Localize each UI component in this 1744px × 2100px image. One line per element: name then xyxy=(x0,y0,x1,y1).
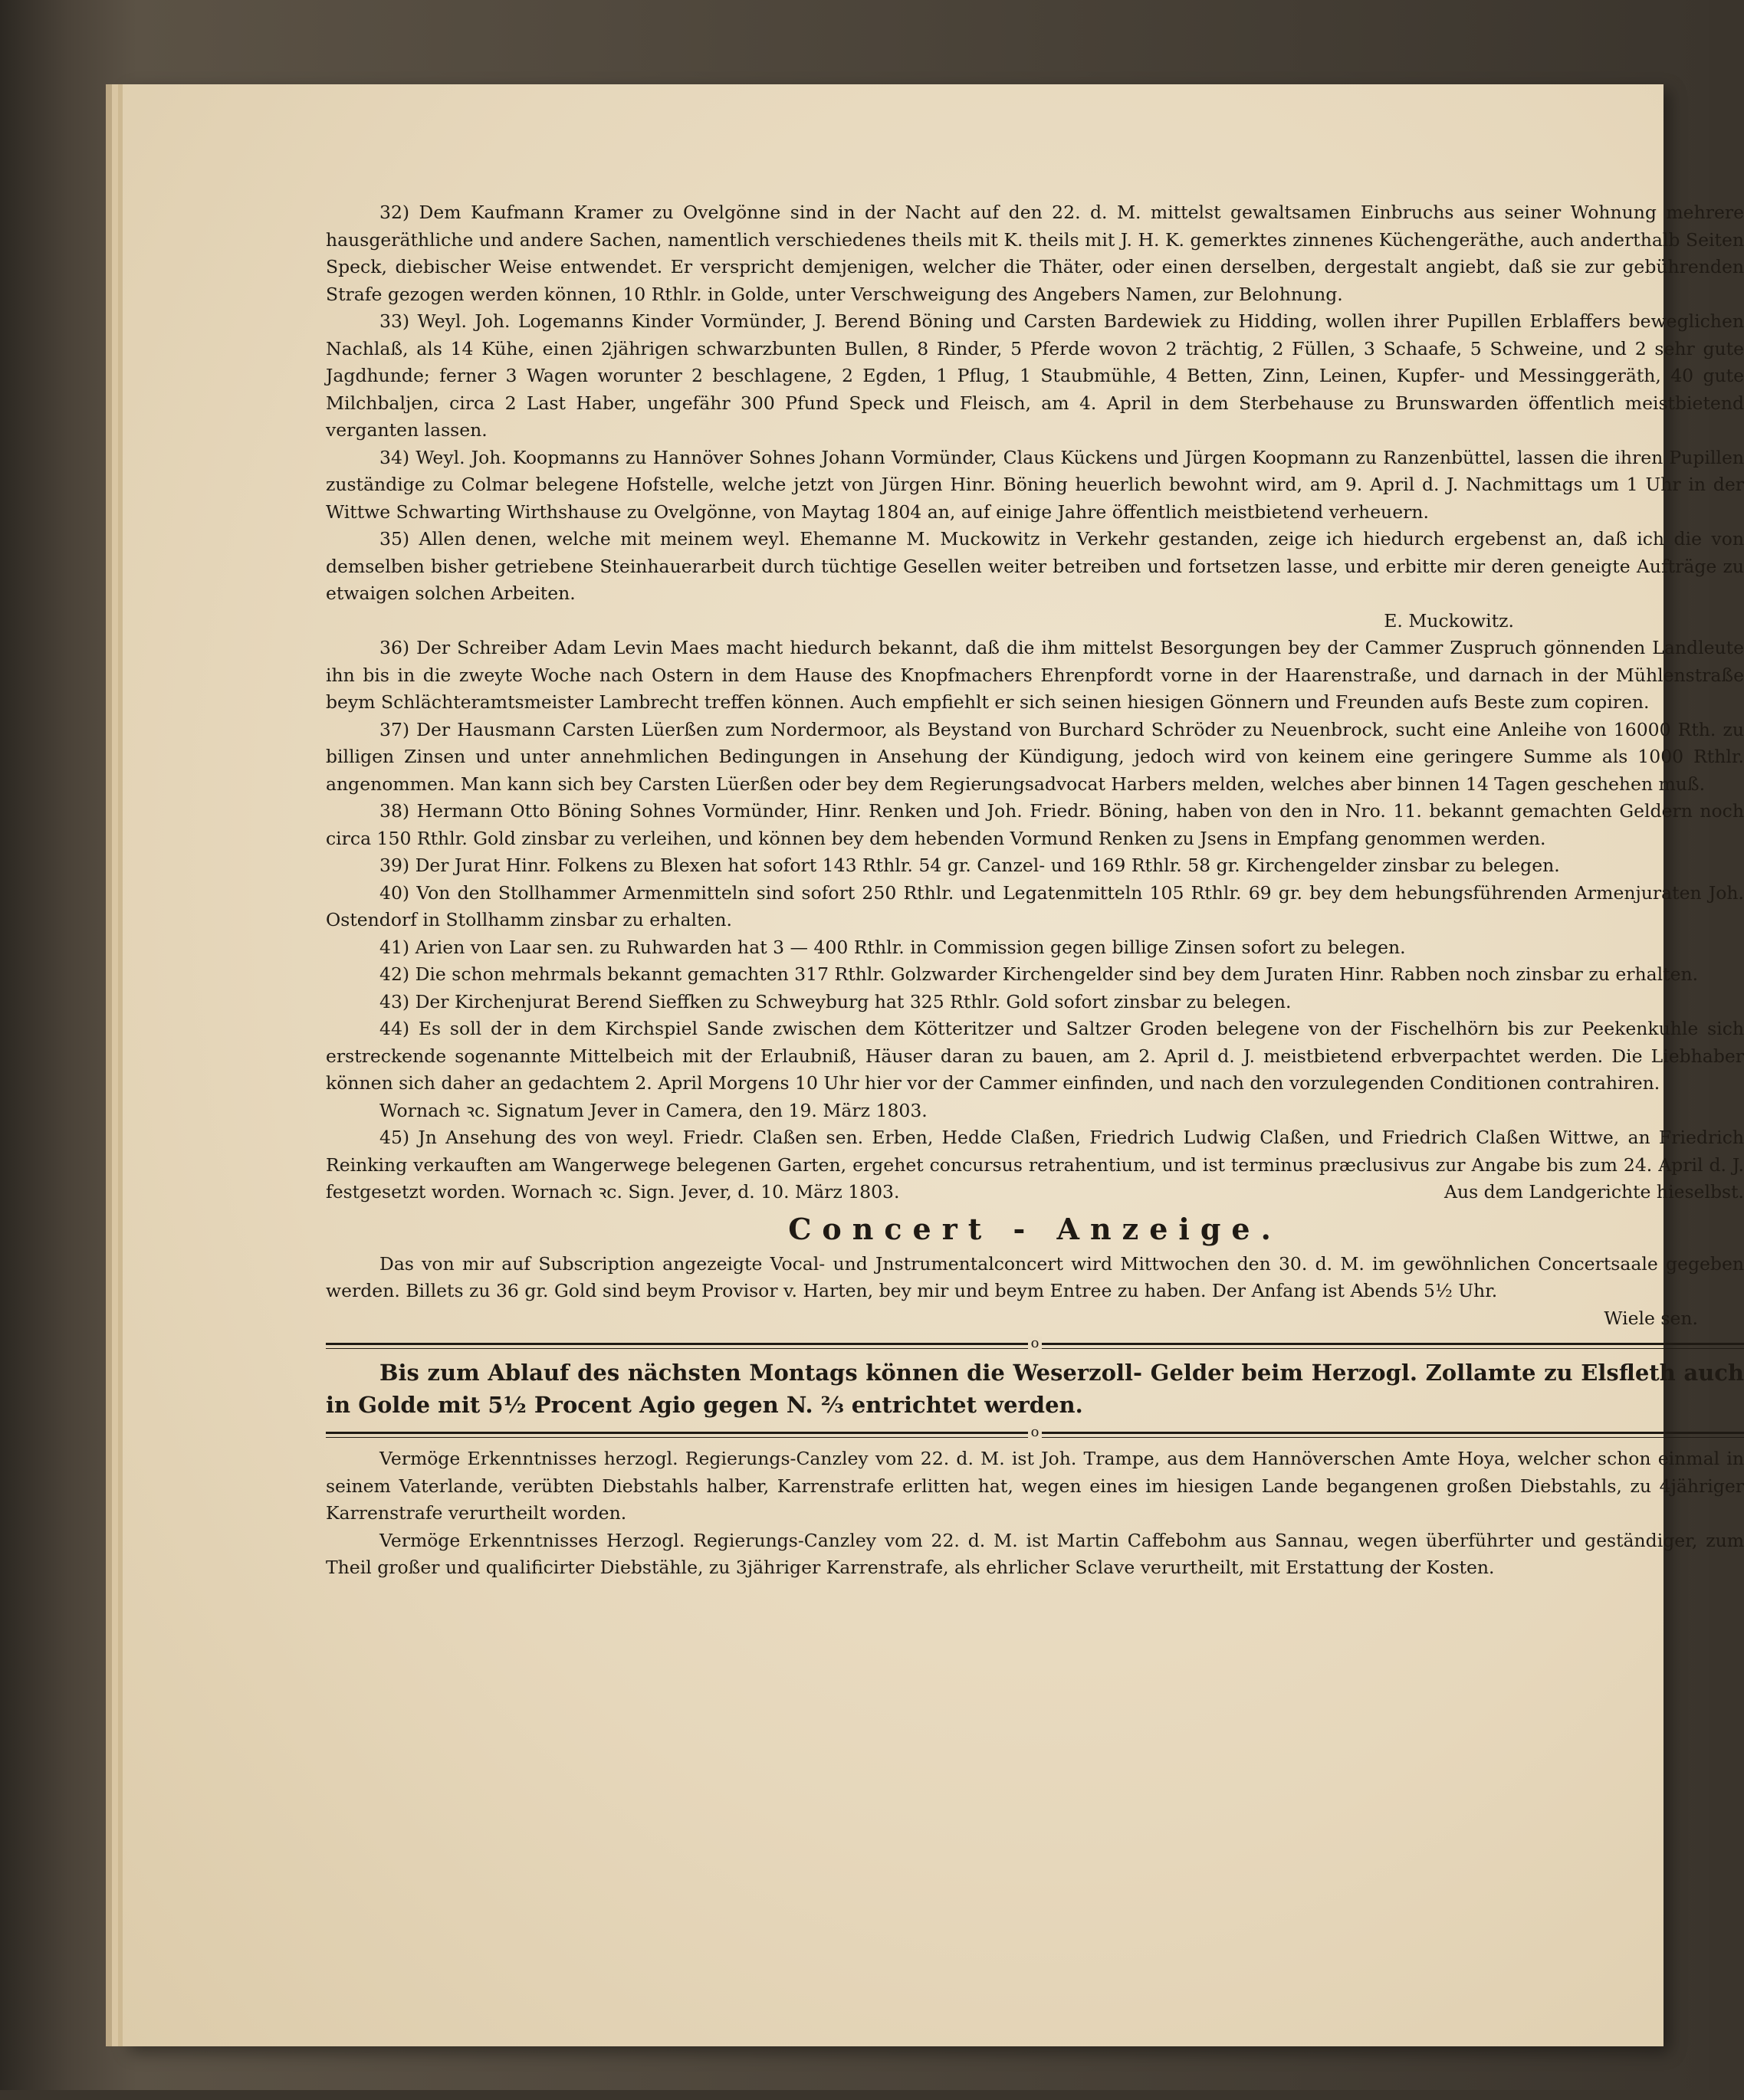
entry-44 xyxy=(326,1016,1744,1098)
newspaper-page xyxy=(123,84,1744,2046)
entry-38 xyxy=(326,798,1744,852)
entry-42 xyxy=(326,961,1744,989)
concert-heading: Concert - Anzeige. xyxy=(788,1211,1282,1246)
entry-text: Allen denen, welche mit meinem weyl. Ehemanne M. Muckowitz in Verkehr gestanden, zeige ich hiedurch ergebenst an, daß ich die von demselben bisher getriebene Steinhauerarbeit durch tüchtige Gesellen weiter betreiben und fortsetzen lasse, und erbitte mir deren geneigte Aufträge zu etwaigen solchen Arbeiten. xyxy=(326,528,1744,604)
zoll-notice: Bis zum Ablauf des nächsten Montags können die Weserzoll- Gelder beim Herzogl. Zollamte zu Elsfleth auch in Golde mit 5½ Procent Agio gegen N. ⅔ entrichtet werden. xyxy=(326,1360,1744,1418)
rule-ornament: o xyxy=(1028,1337,1042,1350)
entry-45 xyxy=(326,1124,1744,1206)
entry-34 xyxy=(326,445,1744,527)
entry-text: Es soll der in dem Kirchspiel Sande zwischen dem Kötteritzer und Saltzer Groden belegene von der Fischelhörn bis zur Peekenkuhle sich erstreckende sogenannte Mittelbeich mit der Erlaubniß, Häuser daran zu bauen, am 2. April d. J. meistbietend erbverpachtet werden. Die Liebhaber können sich daher an gedachtem 2. April Morgens 10 Uhr hier vor der Cammer einfinden, und nach den vorzulegenden Conditionen contrahiren. xyxy=(326,1018,1744,1094)
entry-number: 36) xyxy=(379,637,410,658)
entry-36 xyxy=(326,635,1744,717)
entry-41 xyxy=(326,934,1744,962)
concert-text: Das von mir auf Subscription angezeigte Vocal- und Jnstrumentalconcert wird Mittwochen den 30. d. M. im gewöhnlichen Concertsaale gegeben werden. Billets zu 36 gr. Gold sind beym Provisor v. Harten, bey mir und beym Entree zu haben. Der Anfang ist Abends 5½ Uhr. xyxy=(326,1252,1744,1301)
entry-number: 45) xyxy=(379,1127,410,1148)
entry-text: Von den Stollhammer Armenmitteln sind sofort 250 Rthlr. und Legatenmitteln 105 Rthlr. 69 gr. bey dem hebungsführenden Armenjuraten Joh. Ostendorf in Stollhamm zinsbar zu erhalten. xyxy=(326,881,1744,930)
entry-number: 33) xyxy=(379,310,410,332)
entry-32 xyxy=(326,199,1744,308)
text-column xyxy=(326,199,1744,1582)
concert-signature: Wiele sen. xyxy=(1604,1307,1698,1329)
entry-number: 32) xyxy=(379,202,410,223)
entry-number: 37) xyxy=(379,718,410,740)
entry-number: 42) xyxy=(379,963,410,985)
entry-text: Der Schreiber Adam Levin Maes macht hiedurch bekannt, daß die ihm mittelst Besorgungen bey der Cammer Zuspruch gönnenden Landleute ihn bis in die zweyte Woche nach Ostern in dem Hause des Knopfmachers Ehrenpfordt vorne in der Haarenstraße, und darnach in der Mühlenstraße beym Schlächteramtsmeister Lambrecht treffen können. Auch empfiehlt er sich seinen hiesigen Gönnern und Freunden aufs Beste zum copiren. xyxy=(326,637,1744,713)
entry-44-signatum xyxy=(326,1098,1744,1125)
page-content xyxy=(326,199,1744,2100)
entry-number: 35) xyxy=(379,528,410,550)
entry-number: 40) xyxy=(379,881,410,904)
verdict-trampe: Vermöge Erkenntnisses herzogl. Regierungs-Canzley vom 22. d. M. ist Joh. Trampe, aus dem Hannöverschen Amte Hoya, welcher schon einmal in seinem Vaterlande, verübten Diebstahls halber, Karrenstrafe erlitten hat, wegen eines im hiesigen Lande begangenen großen Diebstahls, zu 4jähriger Karrenstrafe verurtheilt worden. xyxy=(326,1448,1744,1524)
entry-text: Hermann Otto Böning Sohnes Vormünder, Hinr. Renken und Joh. Friedr. Böning, haben von den in Nro. 11. bekannt gemachten Geldern noch circa 150 Rthlr. Gold zinsbar zu verleihen, und können bey dem hebenden Vormund Renken zu Jsens in Empfang genommen werden. xyxy=(326,800,1744,849)
entry-40 xyxy=(326,880,1744,934)
entry-text: Wornach ꝛc. Signatum Jever in Camera, den 19. März 1803. xyxy=(379,1099,928,1121)
entry-43 xyxy=(326,989,1744,1016)
entry-text: Der Hausmann Carsten Lüerßen zum Nordermoor, als Beystand von Burchard Schröder zu Neuenbrock, sucht eine Anleihe von 16000 Rth. zu billigen Zinsen und unter annehmlichen Bedingungen in Ansehung der Kündigung, jedoch wird von keinem eine geringere Summe als 1000 Rthlr. angenommen. Man kann sich bey Carsten Lüerßen oder bey dem Regierungsadvocat Harbers melden, welches aber binnen 14 Tagen geschehen muß. xyxy=(326,718,1744,795)
entry-text: Weyl. Joh. Logemanns Kinder Vormünder, J. Berend Böning und Carsten Bardewiek zu Hidding, wollen ihrer Pupillen Erblaffers beweglichen Nachlaß, als 14 Kühe, einen 2jährigen schwarzbunten Bullen, 8 Rinder, 5 Pferde wovon 2 trächtig, 2 Füllen, 3 Schaafe, 5 Schweine, und 2 sehr gute Jagdhunde; ferner 3 Wagen worunter 2 beschlagene, 2 Egden, 1 Pflug, 1 Staubmühle, 4 Betten, Zinn, Leinen, Kupfer- und Messinggeräth, 40 gute Milchbaljen, circa 2 Last Haber, ungefähr 300 Pfund Speck und Fleisch, am 4. April in dem Sterbehause zu Brunswarden öffentlich meistbietend verganten lassen. xyxy=(326,310,1744,441)
entry-text: Der Kirchenjurat Berend Sieffken zu Schweyburg hat 325 Rthlr. Gold sofort zinsbar zu belegen. xyxy=(415,990,1292,1012)
entry-text: Die schon mehrmals bekannt gemachten 317 Rthlr. Golzwarder Kirchengelder sind bey dem Juraten Hinr. Rabben noch zinsbar zu erhalten. xyxy=(415,963,1699,985)
rule-ornament: o xyxy=(1028,1426,1042,1439)
entry-33 xyxy=(326,308,1744,445)
entry-text: Arien von Laar sen. zu Ruhwarden hat 3 — 400 Rthlr. in Commission gegen billige Zinsen sofort zu belegen. xyxy=(415,936,1406,958)
entry-text: Dem Kaufmann Kramer zu Ovelgönne sind in der Nacht auf den 22. d. M. mittelst gewaltsamen Einbruchs aus seiner Wohnung mehrere hausgeräthliche und andere Sachen, namentlich verschiedenes theils mit K. theils mit J. H. K. gemerktes zinnenes Küchengeräthe, auch anderthalb Seiten Speck, diebischer Weise entwendet. Er verspricht demjenigen, welcher die Thäter, oder einen derselben, dergestalt angiebt, daß sie zur gebührenden Strafe gezogen werden können, 10 Rthlr. in Golde, unter Verschweigung des Angebers Namen, zur Belohnung. xyxy=(326,202,1744,305)
signature-45: Aus dem Landgerichte hieselbst. xyxy=(1443,1181,1744,1203)
entry-number: 43) xyxy=(379,990,410,1012)
entry-number: 38) xyxy=(379,800,410,822)
entry-39 xyxy=(326,852,1744,880)
entry-number: 41) xyxy=(379,936,410,958)
entry-number: 34) xyxy=(379,446,410,468)
entry-number: 44) xyxy=(379,1018,410,1039)
entry-text: Der Jurat Hinr. Folkens zu Blexen hat sofort 143 Rthlr. 54 gr. Canzel- und 169 Rthlr. 58 gr. Kirchengelder zinsbar zu belegen. xyxy=(415,855,1560,876)
verdict-caffebohm: Vermöge Erkenntnisses Herzogl. Regierungs-Canzley vom 22. d. M. ist Martin Caffebohm aus Sannau, wegen überführter und geständiger, zum Theil großer und qualificirter Diebstähle, zu 3jähriger Karrenstrafe, als ehrlicher Sclave verurtheilt, mit Erstattung der Kosten. xyxy=(326,1529,1744,1578)
divider-rule-2 xyxy=(326,1424,1744,1442)
entry-35 xyxy=(326,526,1744,608)
entry-text: Jn Ansehung des von weyl. Friedr. Claßen sen. Erben, Hedde Claßen, Friedrich Ludwig Claßen, und Friedrich Claßen Wittwe, an Friedrich Reinking verkauften am Wangerwege belegenen Garten, ergehet concursus retrahentium, und ist terminus præclusivus zur Angabe bis zum 24. April d. J. festgesetzt worden. Wornach ꝛc. Sign. Jever, d. 10. März 1803. xyxy=(326,1127,1744,1203)
entry-text: Weyl. Joh. Koopmanns zu Hannöver Sohnes Johann Vormünder, Claus Kückens und Jürgen Koopmann zu Ranzenbüttel, lassen die ihren Pupillen zuständige zu Colmar belegene Hofstelle, welche jetzt von Jürgen Hinr. Böning heuerlich bewohnt wird, am 9. April d. J. Nachmittags um 1 Uhr in der Wittwe Schwarting Wirthshause zu Ovelgönne, von Maytag 1804 an, auf einige Jahre öffentlich meistbietend verheuern. xyxy=(326,446,1744,523)
signature-35: E. Muckowitz. xyxy=(1384,609,1514,632)
entry-37 xyxy=(326,717,1744,799)
entry-number: 39) xyxy=(379,855,410,876)
divider-rule xyxy=(326,1335,1744,1354)
